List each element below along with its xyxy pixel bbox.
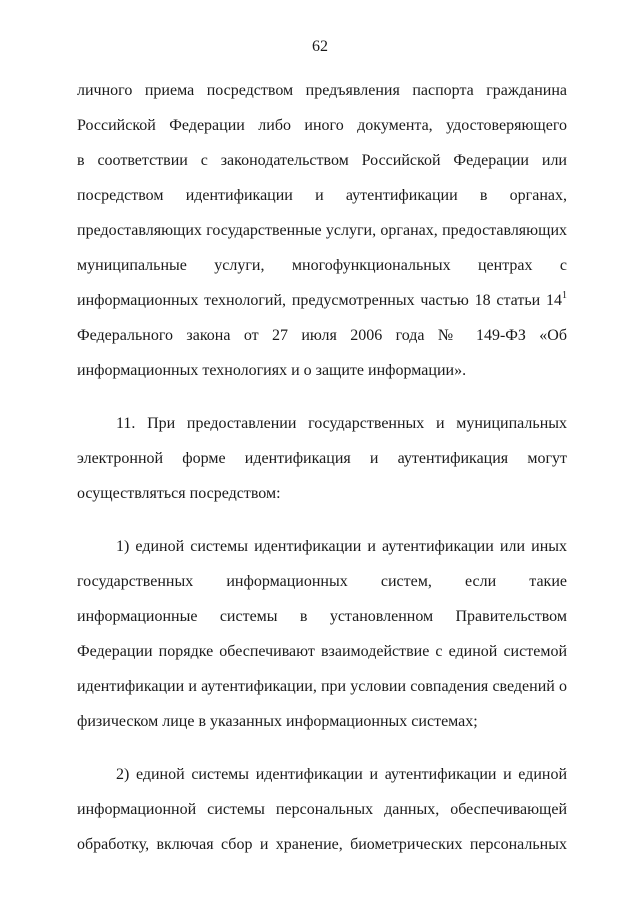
text-line: электронной форме идентификация и аутентификация могут bbox=[77, 450, 567, 467]
paragraph-gap bbox=[77, 511, 567, 529]
text-line: государственных информационных систем, если такие bbox=[77, 573, 567, 590]
text-line: Российской Федерации либо иного документа, удостоверяющего bbox=[77, 117, 567, 134]
text-line: муниципальные услуги, многофункциональных центрах с bbox=[77, 257, 567, 274]
document-body bbox=[77, 73, 567, 862]
text-line: Федерации порядке обеспечивают взаимодействие с единой системой bbox=[77, 643, 567, 660]
text-line: осуществляться посредством: bbox=[77, 485, 281, 502]
text-line: посредством идентификации и аутентификации в органах, bbox=[77, 187, 567, 204]
text-line: физическом лице в указанных информационных системах; bbox=[77, 713, 478, 730]
paragraph-first-line: 2) единой системы идентификации и аутентификации и единой bbox=[116, 766, 567, 783]
text-line: в соответствии с законодательством Российской Федерации или bbox=[77, 152, 567, 169]
text-line: информационные системы в установленном Правительством bbox=[77, 608, 567, 625]
text-line: информационной системы персональных данных, обеспечивающей bbox=[77, 801, 567, 818]
text-line-content: информационных технологий, предусмотренных частью 18 статьи 14 bbox=[77, 292, 562, 309]
paragraph-first-line: 11. При предоставлении государственных и муниципальных bbox=[116, 415, 567, 432]
paragraph-gap bbox=[77, 739, 567, 757]
text-line: обработку, включая сбор и хранение, биометрических персональных bbox=[77, 836, 567, 853]
text-line: информационных технологиях и о защите информации». bbox=[77, 362, 467, 379]
page-number: 62 bbox=[312, 38, 328, 55]
paragraph-gap bbox=[77, 388, 567, 406]
text-line: личного приема посредством предъявления паспорта гражданина bbox=[77, 82, 567, 99]
text-line-with-footnote bbox=[77, 283, 567, 318]
text-line: идентификации и аутентификации, при условии совпадения сведений о bbox=[77, 678, 567, 695]
text-line: Федерального закона от 27 июля 2006 года № 149-ФЗ «Об bbox=[77, 327, 567, 344]
footnote-superscript: 1 bbox=[562, 289, 567, 301]
text-line: предоставляющих государственные услуги, органах, предоставляющих bbox=[77, 222, 567, 239]
paragraph-first-line: 1) единой системы идентификации и аутентификации или иных bbox=[116, 538, 567, 555]
